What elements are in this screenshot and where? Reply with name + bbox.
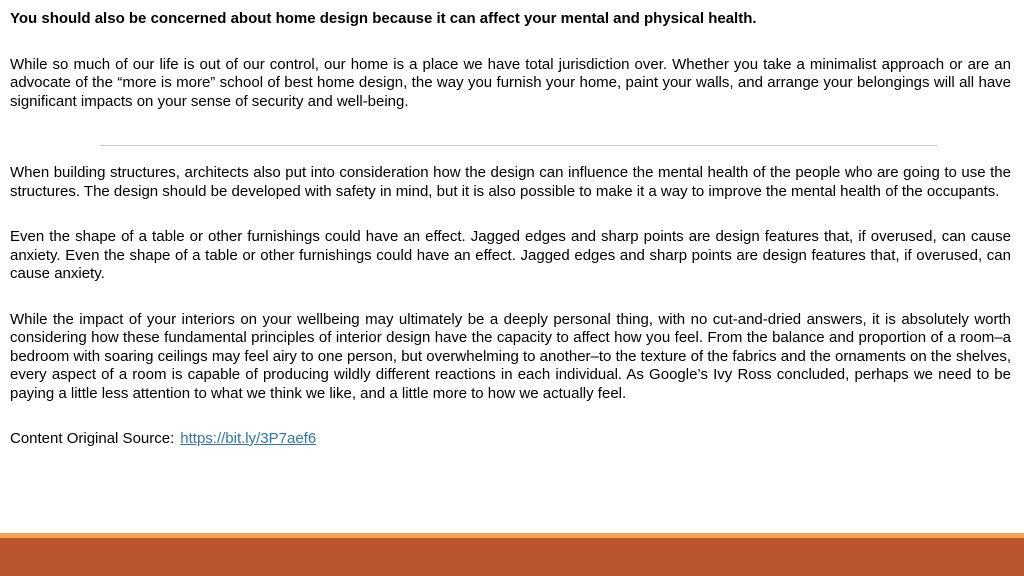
source-link[interactable]: https://bit.ly/3P7aef6: [180, 430, 317, 447]
paragraph-1: While so much of our life is out of our control, our home is a place we have total jurisdiction over. Whether you take a minimalist approach or are an advocate of the “more is more” school of best home design, the way you furnish your home, paint your walls, and arrange your belongings will all have significant impacts on your sense of security and well-being.: [10, 55, 1011, 110]
slide-content: [10, 10, 1011, 464]
footer-band: [0, 538, 1024, 576]
paragraph-3: Even the shape of a table or other furnishings could have an effect. Jagged edges and sharp points are design features that, if overused, can cause anxiety. Even the shape of a table or other furnishings could have an effect. Jagged edges and sharp points are design features that, if overused, can cause anxiety.: [10, 228, 1011, 282]
paragraph-4: While the impact of your interiors on your wellbeing may ultimately be a deeply personal thing, with no cut-and-dried answers, it is absolutely worth considering how these fundamental principles of interior design have the capacity to affect how you feel. From the balance and proportion of a room–a bedroom with soaring ceilings may feel airy to one person, but overwhelming to another–to the texture of the fabrics and the ornaments on the shelves, every aspect of a room is capable of producing wildly different reactions in each individual. As Google’s Ivy Ross concluded, perhaps we need to be paying a little less attention to what we think we like, and a little more to how we actually feel.: [10, 310, 1011, 402]
page-heading: You should also be concerned about home design because it can affect your mental and physical health.: [10, 10, 757, 27]
source-label: Content Original Source:: [10, 430, 175, 447]
section-divider: [100, 145, 937, 146]
paragraph-2: When building structures, architects also put into consideration how the design can influence the mental health of the people who are going to use the structures. The design should be developed with safety in mind, but it is also possible to make it a way to improve the mental health of the occupants.: [10, 164, 1011, 200]
source-line: [10, 430, 1011, 449]
